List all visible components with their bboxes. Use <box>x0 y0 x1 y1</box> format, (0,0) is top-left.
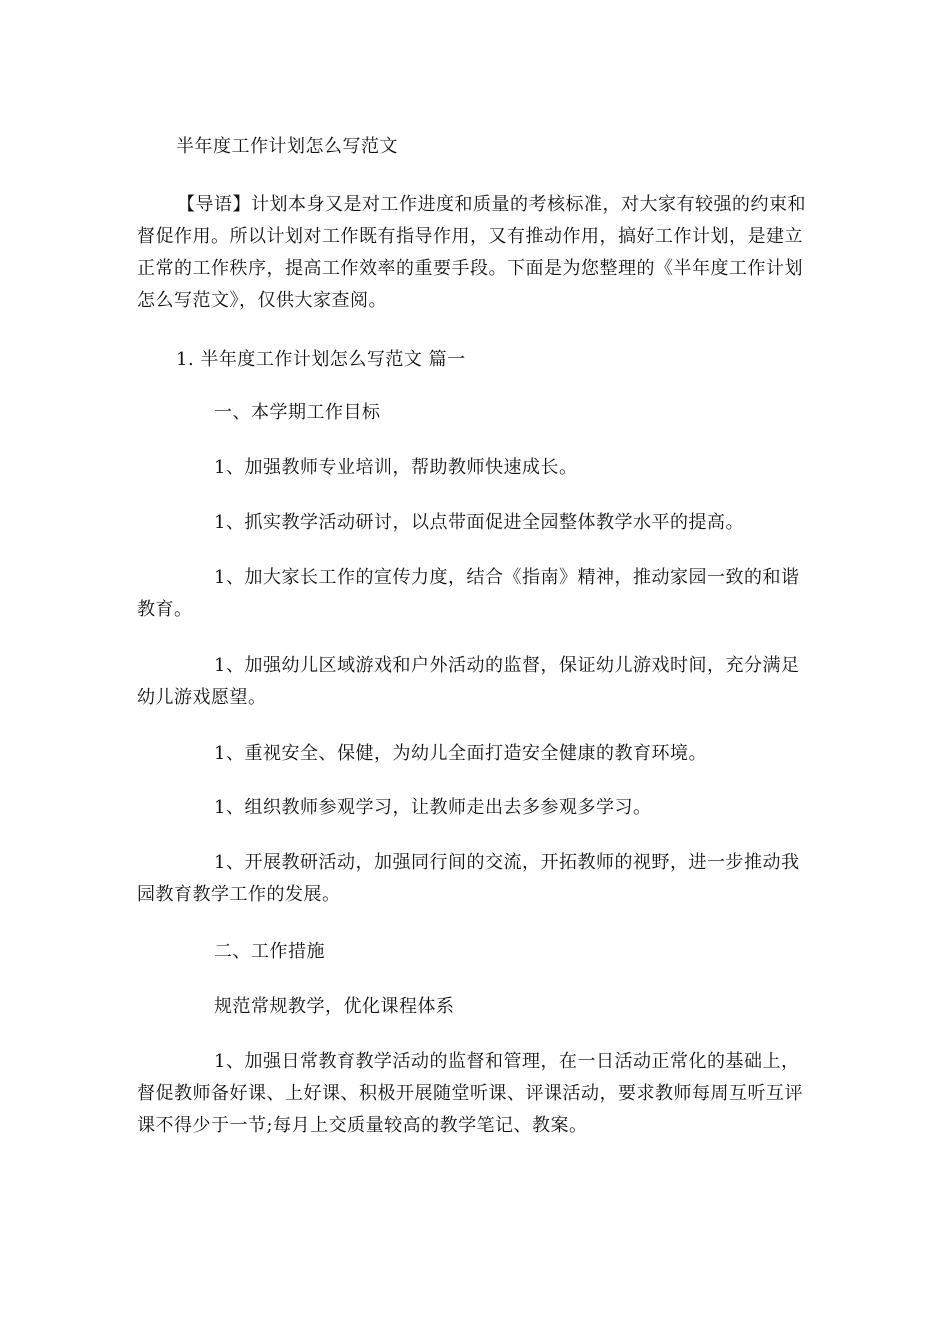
document-title: 半年度工作计划怎么写范文 <box>176 136 398 157</box>
measures-subheading: 规范常规教学，优化课程体系 <box>214 996 455 1017</box>
goal-item: 1、重视安全、保健，为幼儿全面打造安全健康的教育环境。 <box>214 743 707 764</box>
measure-item: 1、加强日常教育教学活动的监督和管理，在一日活动正常化的基础上，督促教师备好课、上好课、积极开展随堂听课、评课活动，要求教师每周互听互评课不得少于一节;每月上交质量较高的教学笔记、教案。 <box>137 1051 803 1136</box>
part1-heading: 一、本学期工作目标 <box>214 402 381 423</box>
goal-item: 1、组织教师参观学习，让教师走出去多参观多学习。 <box>214 797 652 818</box>
part2-heading: 二、工作措施 <box>214 941 325 962</box>
section-heading: 1. 半年度工作计划怎么写范文 篇一 <box>176 349 466 370</box>
goal-item: 1、加强幼儿区域游戏和户外活动的监督，保证幼儿游戏时间，充分满足幼儿游戏愿望。 <box>137 655 800 708</box>
intro-paragraph: 【导语】计划本身又是对工作进度和质量的考核标准，对大家有较强的约束和督促作用。所以计划对工作既有指导作用，又有推动作用，搞好工作计划，是建立正常的工作秩序，提高工作效率的重要手段。下面是为您整理的《半年度工作计划怎么写范文》，仅供大家查阅。 <box>137 194 806 311</box>
goal-item: 1、加强教师专业培训，帮助教师快速成长。 <box>214 457 578 478</box>
goal-item: 1、开展教研活动，加强同行间的交流，开拓教师的视野，进一步推动我园教育教学工作的发展。 <box>137 852 800 905</box>
goal-item: 1、加大家长工作的宣传力度，结合《指南》精神，推动家园一致的和谐教育。 <box>137 567 800 620</box>
goal-item: 1、抓实教学活动研讨，以点带面促进全园整体教学水平的提高。 <box>214 512 744 533</box>
